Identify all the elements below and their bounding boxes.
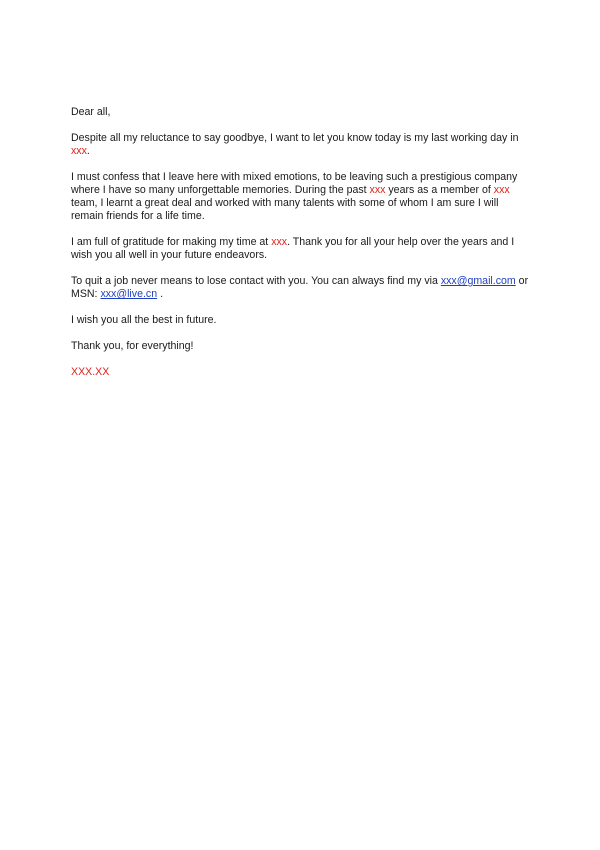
text: team, I learnt a great deal and worked with many talents with some of whom I am sure I will remain friends for a life time. [71,197,499,222]
text: . [157,288,164,300]
signature: XXX.XX [71,366,110,378]
text: . Thank you for all your help over the years and I wish you all well in your future endeavors. [71,236,515,261]
text: To quit a job never means to lose contact with you. You can always find my via [71,275,441,287]
paragraph-emotions [71,171,533,223]
greeting: Dear all, [71,106,111,118]
placeholder-team: xxx [493,184,510,196]
placeholder-company: xxx [271,236,288,248]
email-link[interactable]: xxx@gmail.com [440,275,516,287]
text: Despite all my reluctance to say goodbye, I want to let you know today is my last working day in [71,132,519,144]
paragraph-gratitude [71,236,533,262]
paragraph-thanks: Thank you, for everything! [71,340,194,352]
text: I must confess that I leave here with mixed emotions, to be leaving such a prestigious company where I have so many unforgettable memories. During the past [71,171,518,196]
placeholder-company: xxx [71,145,87,157]
placeholder-years: xxx [369,184,386,196]
paragraph-last-day [71,132,533,158]
text: or MSN: [71,275,529,300]
text: . [86,145,90,157]
text: I am full of gratitude for making my time at [71,236,272,248]
paragraph-contact [71,275,533,301]
paragraph-wishes: I wish you all the best in future. [71,314,217,326]
letter-body [71,106,533,392]
text: years as a member of [385,184,494,196]
msn-link[interactable]: xxx@live.cn [100,288,158,300]
